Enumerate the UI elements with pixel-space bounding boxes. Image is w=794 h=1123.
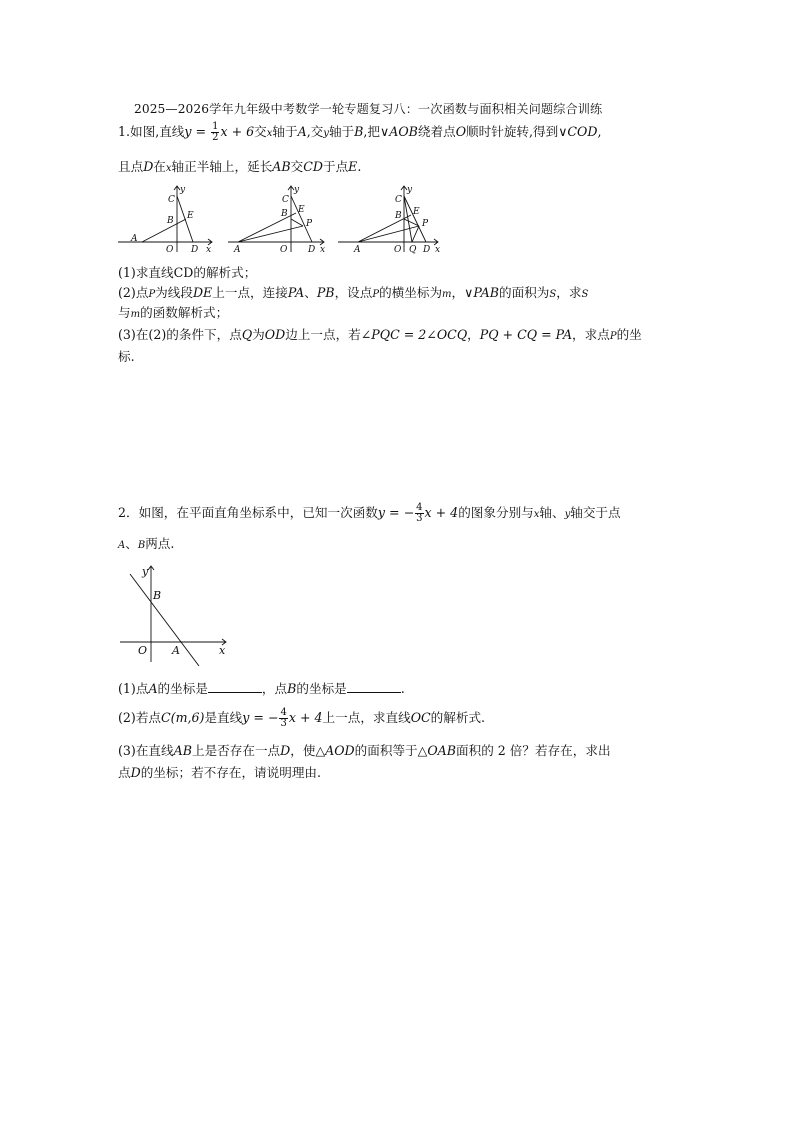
segment-cq bbox=[404, 196, 412, 242]
fraction-four-thirds-2: $\frac{4}{3}$ bbox=[280, 707, 287, 729]
page-title: 2025—2026学年九年级中考数学一轮专题复习八：一次函数与面积相关问题综合训练 bbox=[134, 102, 603, 116]
label-y: y bbox=[407, 185, 413, 195]
q2-sub-3: (3)在直线AB上是否存在一点D，使△AOD的面积等于△OAB面积的 2 倍？若存在，求出 bbox=[118, 743, 611, 758]
q1-figure-3 bbox=[338, 182, 448, 254]
label-p: P bbox=[422, 219, 429, 229]
label-o: O bbox=[138, 644, 148, 657]
label-b: B bbox=[281, 209, 288, 219]
answer-blank-b[interactable] bbox=[347, 680, 401, 693]
label-c: C bbox=[168, 195, 175, 205]
fraction-half: $\frac{1}{2}$ bbox=[212, 121, 219, 143]
label-x: x bbox=[206, 245, 212, 255]
q2-line-2: A、B两点. bbox=[118, 536, 175, 551]
q2-line-1: 2．如图，在平面直角坐标系中，已知一次函数y = − $\frac{4}{3}$ x + 4的图象分别与x轴、y轴交于点 bbox=[118, 502, 621, 524]
fraction-four-thirds: $\frac{4}{3}$ bbox=[416, 502, 423, 524]
q1-sub-3: (3)在(2)的条件下，点Q为OD边上一点，若∠PQC = 2∠OCQ，PQ + CQ = PA，求点P的坐 bbox=[118, 327, 642, 342]
q1-sub-2: (2)点P为线段DE上一点，连接PA、PB，设点P的横坐标为m，∨PAB的面积为S，求S bbox=[118, 285, 589, 300]
q2-sub-2: (2)若点C(m,6)是直线y = − $\frac{4}{3}$ x + 4上一点，求直线OC的解析式. bbox=[118, 707, 486, 729]
q1-sub-3-cont: 标. bbox=[118, 349, 135, 364]
q2-sub-1: (1)点A的坐标是 ，点B的坐标是 . bbox=[118, 681, 405, 696]
label-c: C bbox=[395, 195, 402, 205]
label-e: E bbox=[413, 207, 420, 217]
label-y: y bbox=[180, 185, 186, 195]
label-o: O bbox=[394, 245, 402, 255]
label-q: Q bbox=[409, 245, 417, 255]
segment-pb bbox=[291, 219, 303, 226]
label-e: E bbox=[298, 205, 305, 215]
label-y: y bbox=[294, 185, 300, 195]
label-e: E bbox=[187, 211, 194, 221]
label-x: x bbox=[219, 644, 226, 657]
label-y: y bbox=[142, 565, 149, 578]
q1-figure-2 bbox=[228, 182, 336, 254]
label-x: x bbox=[435, 245, 441, 255]
q2-sub-3-cont: 点D的坐标；若不存在，请说明理由. bbox=[118, 765, 322, 780]
label-d: D bbox=[191, 245, 199, 255]
q1-line-1: 1.如图,直线y = $\frac{1}{2}$ x + 6交x轴于A,交y轴于B,把∨AOB绕着点O顺时针旋转,得到∨COD, bbox=[118, 121, 602, 143]
label-c: C bbox=[282, 195, 289, 205]
label-d: D bbox=[423, 245, 431, 255]
label-b: B bbox=[395, 211, 402, 221]
q1-sub-1: (1)求直线CD的解析式； bbox=[118, 265, 257, 280]
label-a: A bbox=[234, 245, 241, 255]
q2-figure bbox=[118, 562, 238, 668]
label-a: A bbox=[131, 234, 138, 244]
segment-pa bbox=[238, 226, 303, 242]
label-x: x bbox=[320, 245, 326, 255]
line-ae bbox=[142, 219, 186, 242]
segment-pq bbox=[412, 226, 419, 242]
q1-line-2: 且点D在x轴正半轴上，延长AB交CD于点E. bbox=[118, 159, 362, 174]
label-o: O bbox=[166, 245, 174, 255]
label-o: O bbox=[280, 245, 288, 255]
line-ae bbox=[358, 215, 411, 242]
answer-blank-a[interactable] bbox=[208, 680, 262, 693]
q1-figure-1 bbox=[118, 182, 218, 254]
label-b: B bbox=[167, 216, 174, 226]
label-b: B bbox=[153, 589, 162, 602]
label-p: P bbox=[306, 219, 313, 229]
q1-sub-2-cont: 与m的函数解析式； bbox=[118, 305, 229, 320]
label-a: A bbox=[172, 644, 180, 657]
label-a: A bbox=[354, 245, 361, 255]
label-d: D bbox=[308, 245, 316, 255]
